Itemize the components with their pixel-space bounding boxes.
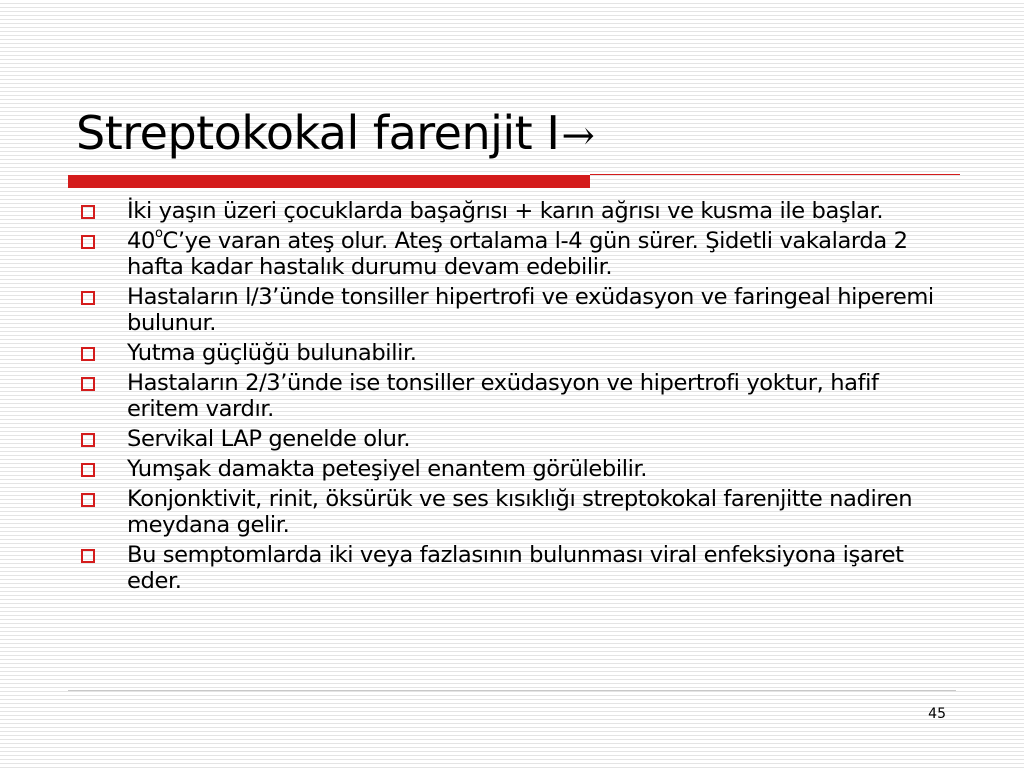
hollow-square-bullet-icon — [81, 493, 95, 507]
hollow-square-bullet-icon — [81, 347, 95, 361]
hollow-square-bullet-icon — [81, 205, 95, 219]
hollow-square-bullet-icon — [81, 433, 95, 447]
bullet-item — [76, 228, 956, 280]
bullet-item — [76, 370, 956, 422]
right-arrow-icon: → — [561, 113, 595, 159]
hollow-square-bullet-icon — [81, 463, 95, 477]
slide-title — [76, 100, 594, 169]
bullet-text: Hastaların l/3’ünde tonsiller hipertrofi ve exüdasyon ve faringeal hiperemi bulunur. — [127, 284, 934, 336]
bullet-text — [127, 228, 908, 280]
title-underline-bar — [68, 175, 590, 188]
bullet-item — [76, 340, 956, 366]
bullet-item — [76, 486, 956, 538]
bullet-text: İki yaşın üzeri çocuklarda başağrısı + karın ağrısı ve kusma ile başlar. — [127, 198, 884, 224]
bullet-text-rest: C’ye varan ateş olur. Ateş ortalama l-4 gün sürer. Şidetli vakalarda 2 hafta kadar hastalık durumu devam edebilir. — [127, 228, 908, 280]
title-underline-rule — [590, 174, 960, 175]
temperature-value: 40 — [127, 228, 155, 254]
bullet-item — [76, 198, 956, 224]
bullet-item — [76, 456, 956, 482]
bullet-text: Hastaların 2/3’ünde ise tonsiller exüdasyon ve hipertrofi yoktur, hafif eritem vardır. — [127, 370, 879, 422]
slide-number: 45 — [928, 706, 946, 722]
bullet-text: Yumşak damakta peteşiyel enantem görülebilir. — [127, 456, 648, 482]
slide-title-text: Streptokokal farenjit I — [76, 106, 560, 160]
hollow-square-bullet-icon — [81, 291, 95, 305]
footer-divider — [68, 690, 956, 691]
bullet-list — [76, 198, 956, 598]
bullet-text: Servikal LAP genelde olur. — [127, 426, 411, 452]
hollow-square-bullet-icon — [81, 549, 95, 563]
bullet-text: Yutma güçlüğü bulunabilir. — [127, 340, 417, 366]
bullet-item — [76, 284, 956, 336]
bullet-item — [76, 542, 956, 594]
hollow-square-bullet-icon — [81, 377, 95, 391]
hollow-square-bullet-icon — [81, 235, 95, 249]
bullet-item — [76, 426, 956, 452]
bullet-text: Bu semptomlarda iki veya fazlasının bulunması viral enfeksiyona işaret eder. — [127, 542, 904, 594]
bullet-text: Konjonktivit, rinit, öksürük ve ses kısıklığı streptokokal farenjitte nadiren meydana gelir. — [127, 486, 913, 538]
degree-superscript: o — [154, 226, 163, 241]
